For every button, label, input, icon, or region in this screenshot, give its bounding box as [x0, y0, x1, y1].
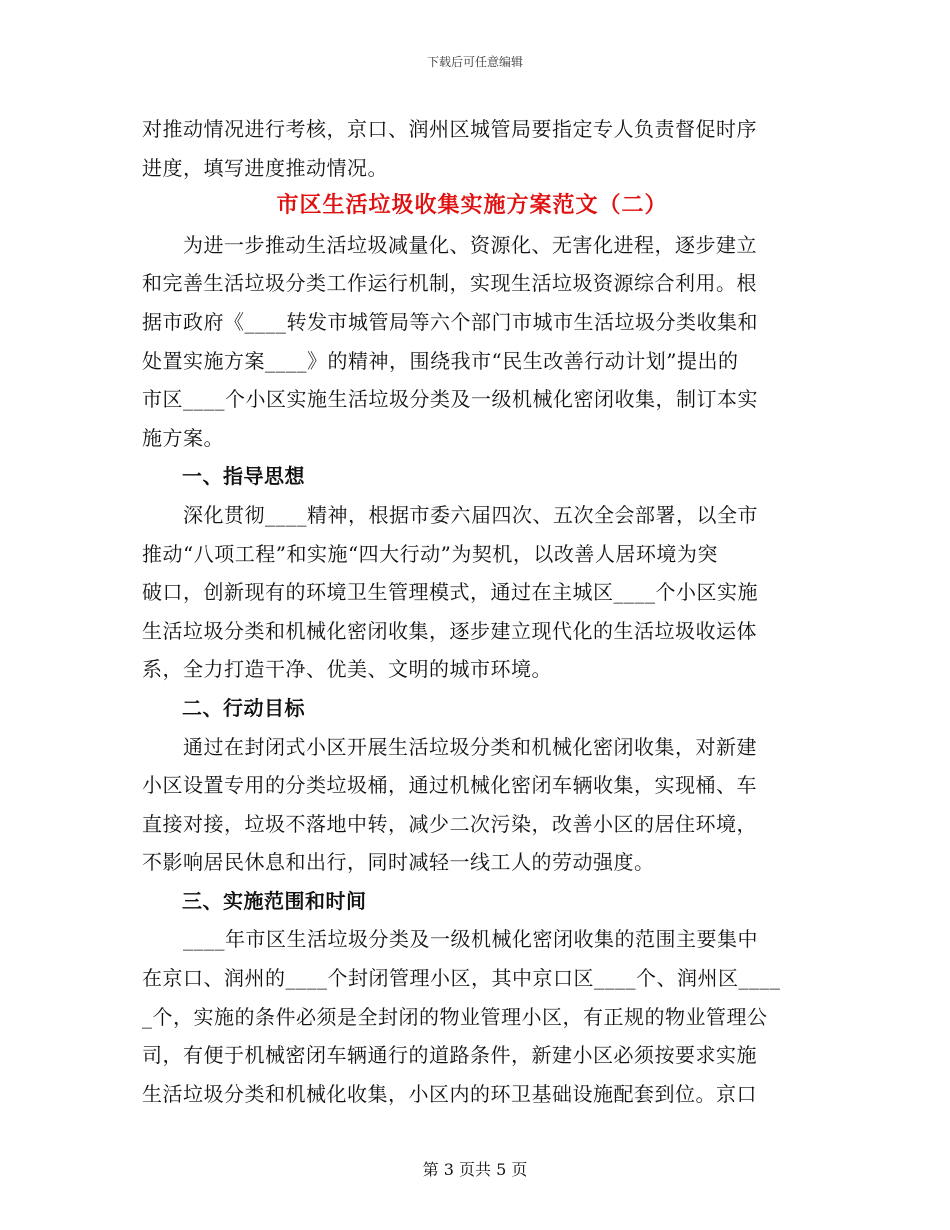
- section-heading-action-goals: 二、行动目标: [182, 695, 305, 720]
- text-line: 深化贯彻____精神，根据市委六届四次、五次全会部署，以全市: [142, 502, 758, 527]
- document-body: [142, 110, 802, 1113]
- text-line: 破口，创新现有的环境卫生管理模式，通过在主城区____个小区实施: [142, 580, 758, 605]
- text-line: 和完善生活垃圾分类工作运行机制，实现生活垃圾资源综合利用。根: [142, 271, 757, 296]
- document-title: 市区生活垃圾收集实施方案范文（二）: [276, 193, 668, 219]
- section-paragraph-scope-and-time: [142, 920, 802, 1113]
- page-number-footer: 第 3 页共 5 页: [422, 1160, 528, 1179]
- section-heading-guiding-ideology: 一、指导思想: [182, 464, 305, 489]
- text-line: 推动“八项工程”和实施“四大行动”为契机，以改善人居环境为突: [142, 541, 718, 566]
- text-line: 施方案。: [142, 425, 224, 450]
- text-line: 处置实施方案____》的精神，围绕我市“民生改善行动计划”提出的: [142, 348, 739, 373]
- text-line: 通过在封闭式小区开展生活垃圾分类和机械化密闭收集，对新建: [142, 734, 757, 759]
- text-line: 生活垃圾分类和机械化密闭收集，逐步建立现代化的生活垃圾收运体: [142, 618, 757, 643]
- page-header-note: 下载后可任意编辑: [426, 55, 523, 69]
- section-heading-scope-and-time: 三、实施范围和时间: [182, 888, 367, 913]
- text-line: 为进一步推动生活垃圾减量化、资源化、无害化进程，逐步建立: [142, 232, 757, 257]
- text-line: 司，有便于机械密闭车辆通行的道路条件，新建小区必须按要求实施: [142, 1043, 757, 1068]
- text-line: 直接对接，垃圾不落地中转，减少二次污染，改善小区的居住环境，: [142, 811, 757, 836]
- intro-paragraph: [142, 110, 802, 187]
- text-line: 系，全力打造干净、优美、文明的城市环境。: [142, 657, 552, 682]
- text-line: 生活垃圾分类和机械化收集，小区内的环卫基础设施配套到位。京口: [142, 1081, 757, 1106]
- text-line: 不影响居民休息和出行，同时减轻一线工人的劳动强度。: [142, 850, 655, 875]
- text-line: 进度，填写进度推动情况。: [142, 155, 388, 180]
- section-paragraph-guiding-ideology: [142, 496, 802, 689]
- section-paragraph-action-goals: [142, 728, 802, 882]
- text-line: _个，实施的条件必须是全封闭的物业管理小区，有正规的物业管理公: [142, 1004, 768, 1029]
- text-line: 小区设置专用的分类垃圾桶，通过机械化密闭车辆收集，实现桶、车: [142, 773, 757, 798]
- text-line: 对推动情况进行考核，京口、润州区城管局要指定专人负责督促时序: [142, 117, 757, 141]
- text-line: ____年市区生活垃圾分类及一级机械化密闭收集的范围主要集中: [142, 927, 758, 952]
- text-line: 在京口、润州的____个封闭管理小区，其中京口区____个、润州区____: [142, 966, 781, 991]
- text-line: 市区____个小区实施生活垃圾分类及一级机械化密闭收集，制订本实: [142, 387, 758, 412]
- preface-paragraph: [142, 226, 802, 458]
- text-line: 据市政府《____转发市城管局等六个部门市城市生活垃圾分类收集和: [142, 309, 758, 334]
